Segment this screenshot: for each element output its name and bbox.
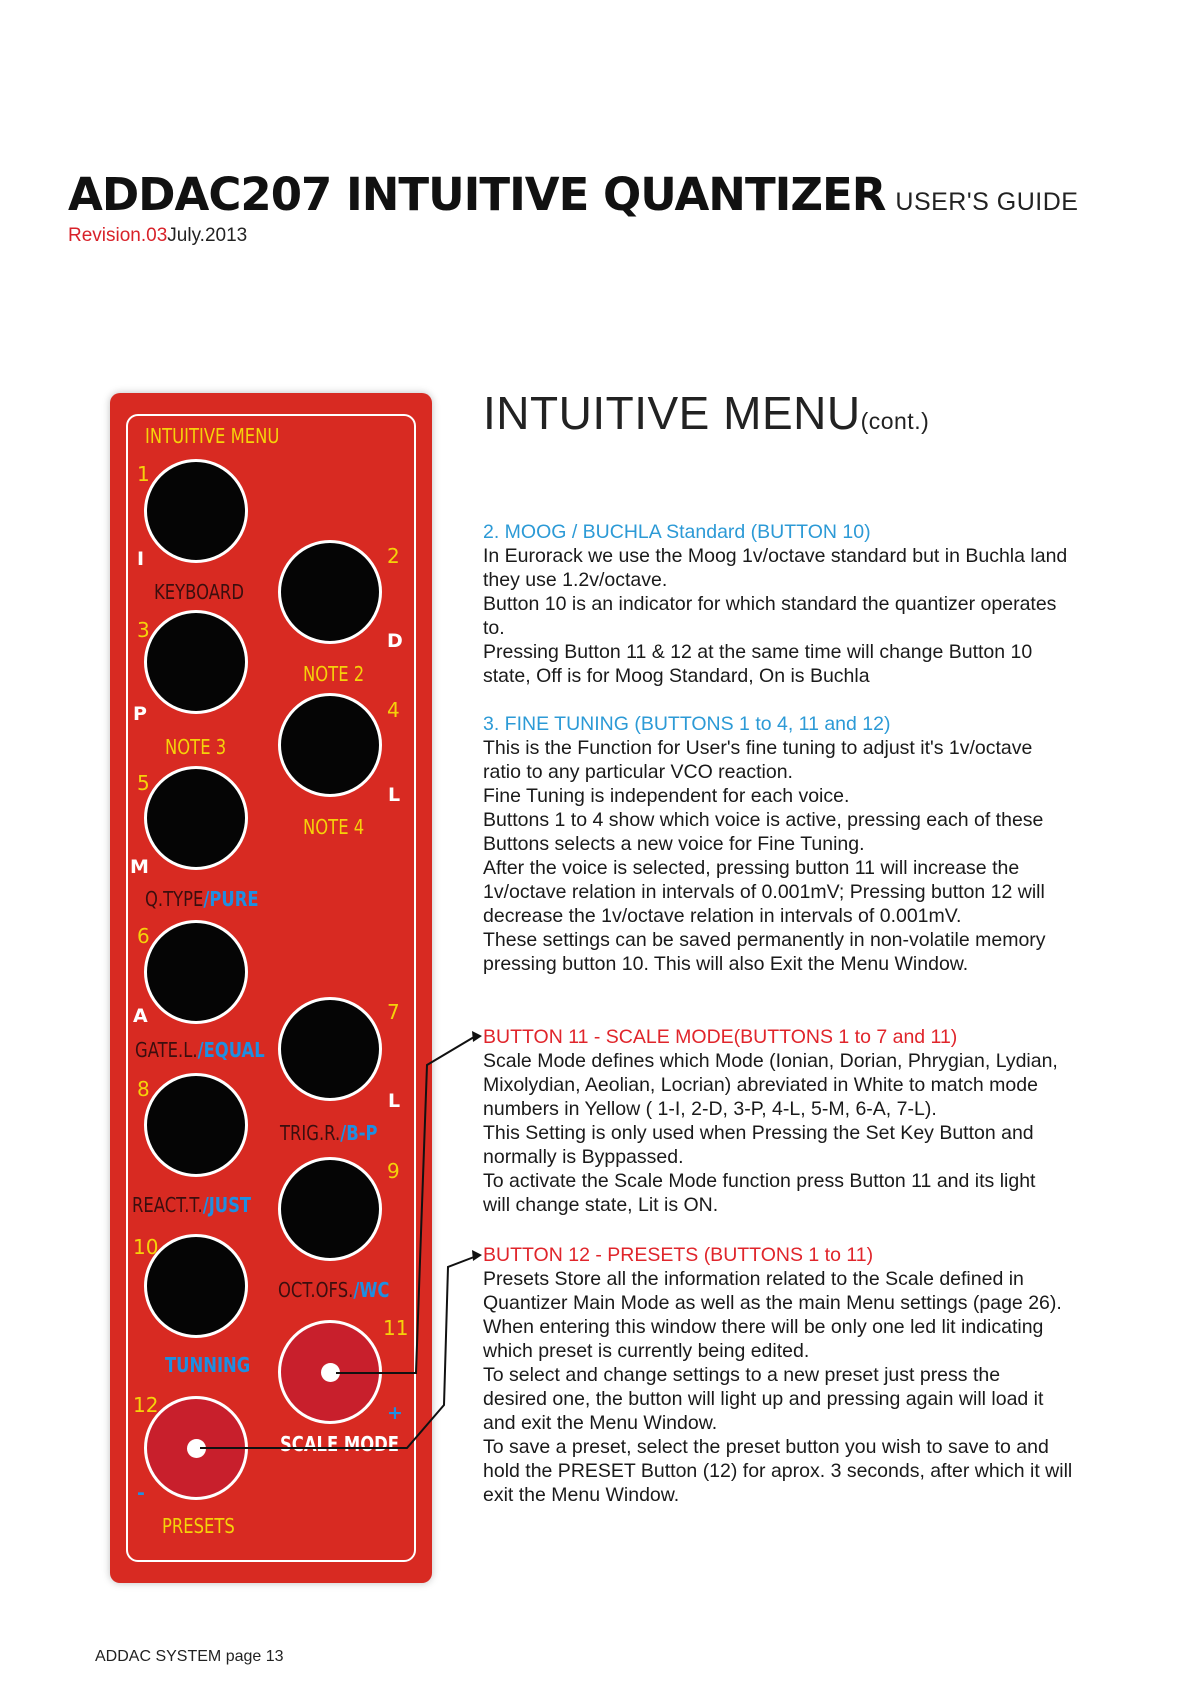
block-line: numbers in Yellow ( 1-I, 2-D, 3-P, 4-L, 5-M, 6-A, 7-L). (483, 1098, 937, 1120)
block-line: Presets Store all the information related to the Scale defined in (483, 1268, 1024, 1290)
block-line: desired one, the button will light up and pressing again will load it (483, 1388, 1044, 1410)
block-line: normally is Byppassed. (483, 1146, 684, 1168)
button-7-number: 7 (387, 1000, 400, 1024)
panel-title: INTUITIVE MENU (145, 424, 280, 448)
button-11-plus-sign: + (387, 1402, 403, 1424)
button-2-mode-letter: D (387, 630, 403, 652)
block-fine-tuning (483, 712, 1123, 976)
button-5-alt-label: /PURE (203, 887, 259, 911)
button-8-alt-label: /JUST (202, 1193, 252, 1217)
block-line: state, Off is for Moog Standard, On is Buchla (483, 665, 870, 687)
connector-button-12-arrowhead (472, 1250, 482, 1261)
section-heading-text: INTUITIVE MENU (483, 387, 861, 439)
button-1-mode-letter: I (137, 548, 145, 570)
block-line: and exit the Menu Window. (483, 1412, 718, 1434)
button-5-number: 5 (137, 771, 150, 795)
button-8-number: 8 (137, 1077, 150, 1101)
button-5-label-text: Q.TYPE (145, 887, 204, 911)
button-1-number: 1 (137, 462, 150, 486)
block-line: When entering this window there will be only one led lit indicating (483, 1316, 1044, 1338)
connector-button-11-arrowhead (472, 1031, 482, 1042)
block-line: which preset is currently being edited. (483, 1340, 810, 1362)
section-heading (483, 386, 929, 440)
button-11-number: 11 (383, 1316, 409, 1340)
block-line: After the voice is selected, pressing button 11 will increase the (483, 857, 1020, 879)
button-12-minus-sign: - (137, 1482, 145, 1504)
block-line: Mixolydian, Aeolian, Locrian) abreviated in White to match mode (483, 1074, 1038, 1096)
block-line: Fine Tuning is independent for each voice. (483, 785, 850, 807)
connector-button-12 (200, 1257, 474, 1448)
block-heading: BUTTON 11 - SCALE MODE(BUTTONS 1 to 7 and 11) (483, 1026, 958, 1048)
block-line: Button 10 is an indicator for which standard the quantizer operates (483, 593, 1057, 615)
button-9-number: 9 (387, 1159, 400, 1183)
button-6-label-text: GATE.L. (135, 1038, 198, 1062)
block-line: These settings can be saved permanently in non-volatile memory (483, 929, 1046, 951)
subtitle-text: USER'S GUIDE (895, 188, 1079, 216)
block-heading: BUTTON 12 - PRESETS (BUTTONS 1 to 11) (483, 1244, 874, 1266)
button-4-mode-letter: L (388, 784, 401, 806)
button-3-mode-letter: P (133, 703, 147, 725)
button-6-number: 6 (137, 924, 150, 948)
block-heading: 2. MOOG / BUCHLA Standard (BUTTON 10) (483, 521, 871, 543)
block-line: Pressing Button 11 & 12 at the same time will change Button 10 (483, 641, 1033, 663)
button-6-alt-label: /EQUAL (197, 1038, 265, 1062)
button-3-number: 3 (137, 618, 150, 642)
button-4-number: 4 (387, 698, 400, 722)
button-1-label: KEYBOARD (154, 580, 244, 604)
block-line: To activate the Scale Mode function press Button 11 and its light (483, 1170, 1036, 1192)
block-moog-buchla (483, 520, 1123, 688)
block-line: Buttons selects a new voice for Fine Tuning. (483, 833, 865, 855)
block-line: 1v/octave relation in intervals of 0.001mV; Pressing button 12 will (483, 881, 1045, 903)
block-line: Buttons 1 to 4 show which voice is active, pressing each of these (483, 809, 1044, 831)
button-10-label: TUNNING (165, 1353, 251, 1377)
button-9-label-text: OCT.OFS. (278, 1278, 354, 1302)
connector-button-11 (336, 1037, 474, 1373)
block-heading: 3. FINE TUNING (BUTTONS 1 to 4, 11 and 12) (483, 713, 891, 735)
block-line: pressing button 10. This will also Exit the Menu Window. (483, 953, 969, 975)
block-line: This is the Function for User's fine tuning to adjust it's 1v/octave (483, 737, 1033, 759)
block-line: they use 1.2v/octave. (483, 569, 668, 591)
button-2-label: NOTE 2 (303, 662, 365, 686)
button-8-label-text: REACT.T. (132, 1193, 203, 1217)
button-5-mode-letter: M (130, 856, 149, 878)
block-line: hold the PRESET Button (12) for aprox. 3 seconds, after which it will (483, 1460, 1073, 1482)
page-footer: ADDAC SYSTEM page 13 (95, 1648, 284, 1665)
block-line: In Eurorack we use the Moog 1v/octave standard but in Buchla land (483, 545, 1068, 567)
button-9-alt-label: /WC (353, 1278, 390, 1302)
button-10-number: 10 (133, 1235, 159, 1259)
button-4-label: NOTE 4 (303, 815, 365, 839)
button-2-number: 2 (387, 544, 400, 568)
button-7-mode-letter: L (388, 1090, 401, 1112)
block-presets (483, 1243, 1123, 1507)
button-7-label-text: TRIG.R. (280, 1121, 341, 1145)
section-heading-suffix: (cont.) (860, 408, 930, 434)
block-line: will change state, Lit is ON. (483, 1194, 719, 1216)
block-line: decrease the 1v/octave relation in intervals of 0.001mV. (483, 905, 962, 927)
title-text: ADDAC207 INTUITIVE QUANTIZER (68, 168, 886, 221)
block-line: Scale Mode defines which Mode (Ionian, Dorian, Phrygian, Lydian, (483, 1050, 1058, 1072)
button-12-number: 12 (133, 1393, 159, 1417)
button-3-label: NOTE 3 (165, 735, 227, 759)
block-line: To select and change settings to a new preset just press the (483, 1364, 1001, 1386)
button-6-mode-letter: A (133, 1005, 148, 1027)
block-line: This Setting is only used when Pressing the Set Key Button and (483, 1122, 1034, 1144)
button-11-label: SCALE MODE (280, 1432, 399, 1456)
revision-text: Revision.03 (68, 225, 168, 246)
block-line: to. (483, 617, 505, 639)
block-scale-mode (483, 1025, 1123, 1217)
button-12-label: PRESETS (162, 1514, 235, 1538)
revision-date: July.2013 (167, 225, 248, 246)
block-line: ratio to any particular VCO reaction. (483, 761, 793, 783)
block-line: exit the Menu Window. (483, 1484, 680, 1506)
block-line: Quantizer Main Mode as well as the main Menu settings (page 26). (483, 1292, 1062, 1314)
button-7-alt-label: /B-P (340, 1121, 378, 1145)
block-line: To save a preset, select the preset button you wish to save to and (483, 1436, 1049, 1458)
